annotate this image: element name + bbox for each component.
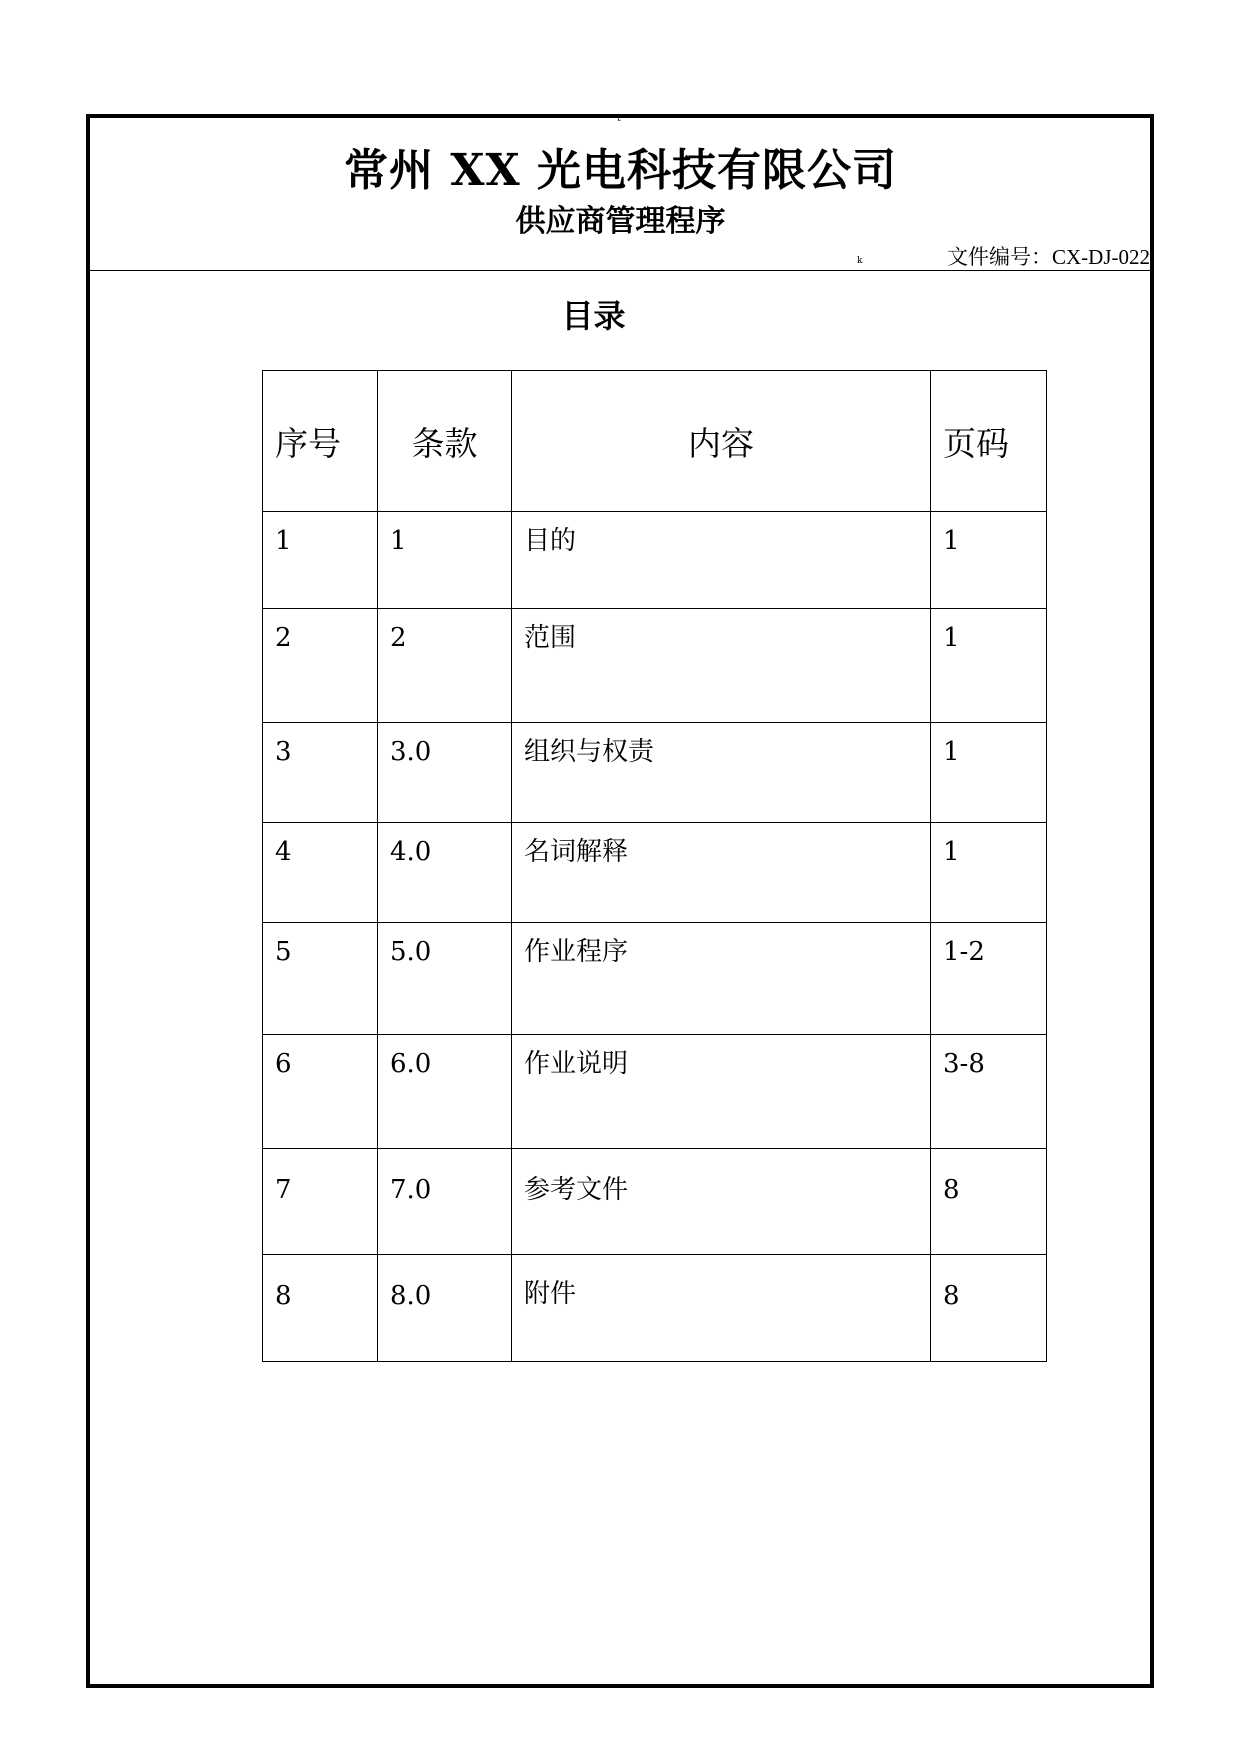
small-mark: k (857, 256, 863, 266)
row-content: 范围 (512, 609, 931, 723)
row-no: 3 (263, 723, 378, 823)
toc-table (262, 370, 1047, 1362)
row-no: 7 (263, 1149, 378, 1255)
row-content: 组织与权责 (512, 723, 931, 823)
row-content: 附件 (512, 1255, 931, 1362)
row-page: 1 (931, 723, 1047, 823)
document-number: 文件编号：CX-DJ-022 (947, 245, 1150, 269)
row-clause: 7.0 (378, 1149, 512, 1255)
row-no: 5 (263, 923, 378, 1035)
row-clause: 6.0 (378, 1035, 512, 1149)
row-no: 6 (263, 1035, 378, 1149)
row-content: 作业程序 (512, 923, 931, 1035)
table-row (263, 723, 1047, 823)
row-content: 目的 (512, 512, 931, 609)
table-row (263, 1149, 1047, 1255)
row-page: 8 (931, 1255, 1047, 1362)
top-mark: t (617, 114, 621, 124)
row-content: 参考文件 (512, 1149, 931, 1255)
row-clause: 3.0 (378, 723, 512, 823)
row-page: 8 (931, 1149, 1047, 1255)
row-clause: 2 (378, 609, 512, 723)
row-clause: 8.0 (378, 1255, 512, 1362)
toc-header-row (263, 371, 1047, 512)
company-name: 常州 XX 光电科技有限公司 (344, 145, 897, 196)
table-row (263, 1035, 1047, 1149)
row-clause: 4.0 (378, 823, 512, 923)
column-header-content: 内容 (512, 371, 931, 512)
column-header-clause: 条款 (378, 371, 512, 512)
row-content: 名词解释 (512, 823, 931, 923)
row-no: 1 (263, 512, 378, 609)
table-row (263, 1255, 1047, 1362)
header-divider (90, 270, 1150, 271)
table-row (263, 923, 1047, 1035)
row-no: 8 (263, 1255, 378, 1362)
row-page: 1 (931, 823, 1047, 923)
row-page: 1-2 (931, 923, 1047, 1035)
row-clause: 5.0 (378, 923, 512, 1035)
row-page: 1 (931, 609, 1047, 723)
row-content: 作业说明 (512, 1035, 931, 1149)
column-header-page: 页码 (931, 371, 1047, 512)
row-page: 1 (931, 512, 1047, 609)
row-no: 2 (263, 609, 378, 723)
row-page: 3-8 (931, 1035, 1047, 1149)
table-row (263, 609, 1047, 723)
table-row (263, 512, 1047, 609)
toc-title: 目录 (561, 297, 626, 335)
row-clause: 1 (378, 512, 512, 609)
table-row (263, 823, 1047, 923)
document-title: 供应商管理程序 (515, 204, 726, 239)
column-header-no: 序号 (263, 371, 378, 512)
row-no: 4 (263, 823, 378, 923)
